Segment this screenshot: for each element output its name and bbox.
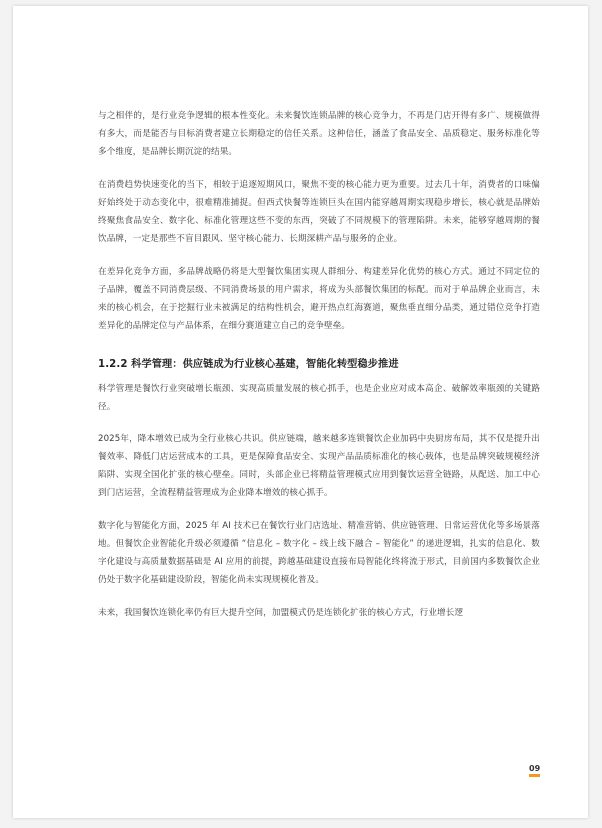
paragraph-brand-trust: 与之相伴的，是行业竞争逻辑的根本性变化。未来餐饮连锁品牌的核心竞争力，不再是门店开得有多广、规模做得有多大，而是能否与目标消费者建立长期稳定的信任关系。这种信任，涵盖了食品安全、品质稳定、服务标准化等多个维度，是品牌长期沉淀的结果。 <box>98 111 540 157</box>
document-page <box>13 6 588 818</box>
section-heading: 1.2.2 科学管理：供应链成为行业核心基建，智能化转型稳步推进 <box>98 359 399 370</box>
paragraph-scientific-management: 科学管理是餐饮行业突破增长瓶颈、实现高质量发展的核心抓手，也是企业应对成本高企、破解效率瓶颈的关键路径。 <box>98 384 540 412</box>
paragraph-core-capability: 在消费趋势快速变化的当下，相较于追逐短期风口，聚焦不变的核心能力更为重要。过去几十年，消费者的口味偏好始终处于动态变化中，很难精准捕捉。但西式快餐等连锁巨头在国内能穿越周期实现稳步增长，核心就是品牌始终聚焦食品安全、数字化、标准化管理这些不变的东西，突破了不同规模下的管理陷阱。未来，能够穿越周期的餐饮品牌，一定是那些不盲目跟风、坚守核心能力、长期深耕产品与服务的企业。 <box>98 180 540 244</box>
paragraph-cost-efficiency: 2025年，降本增效已成为全行业核心共识。供应链端，越来越多连锁餐饮企业加码中央厨房布局，其不仅是提升出餐效率、降低门店运营成本的工具，更是保障食品安全、实现产品品质标准化的核心载体，也是品牌突破规模经济陷阱、实现全国化扩张的核心壁垒。同时，头部企业已将精益管理模式应用到餐饮运营全链路，从配送、加工中心到门店运营，全流程精益管理成为企业降本增效的核心抓手。 <box>98 434 540 498</box>
paragraph-digitalization: 数字化与智能化方面，2025 年 AI 技术已在餐饮行业门店选址、精准营销、供应链管理、日常运营优化等多场景落地。但餐饮企业智能化升级必须遵循 “信息化 – 数字化 – 线上线下融合 – 智能化” 的递进逻辑，扎实的信息化、数字化建设与高质量数据基础是 AI 应用的前提，跨越基础建设直接布局智能化终将流于形式，目前国内多数餐饮企业仍处于数字化基础建设阶段，智能化尚未实现规模化普及。 <box>98 521 540 585</box>
page-number: 09 <box>529 764 541 773</box>
paragraph-future: 未来，我国餐饮连锁化率仍有巨大提升空间，加盟模式仍是连锁化扩张的核心方式，行业增长逻 <box>98 608 464 618</box>
page-number-accent-bar <box>529 774 540 777</box>
paragraph-differentiation: 在差异化竞争方面，多品牌战略仍将是大型餐饮集团实现人群细分、构建差异化优势的核心方式。通过不同定位的子品牌，覆盖不同消费层级、不同消费场景的用户需求，将成为头部餐饮集团的标配。而对于单品牌企业而言，未来的核心机会，在于挖掘行业未被满足的结构性机会，避开热点红海赛道，聚焦垂直细分品类，通过错位竞争打造差异化的品牌定位与产品体系，在细分赛道建立自己的竞争壁垒。 <box>98 267 540 331</box>
page-content <box>98 107 540 637</box>
